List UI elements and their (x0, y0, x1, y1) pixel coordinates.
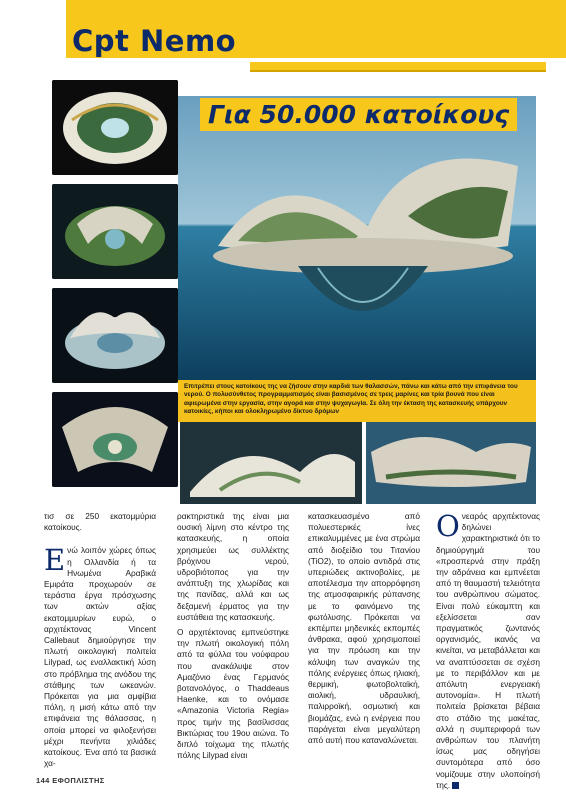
lilypad-detail-render-1 (180, 422, 362, 504)
end-of-article-mark (452, 782, 459, 789)
column-4-text: νεαρός αρχιτέκτονας δηλώνει χαρακτηριστικά ότι το δημιούργημά του «προσπερνά στην πράξη την αδράνεια και εμπνέεται από τη θαυμαστή τελειότητα του ανθρώπινου σώματος. Είναι πολύ εύκαμπτη και εξελίσσεται σαν πραγματικός ζωντανός οργανισμός, ικανός να κινείται, να μεταβάλλεται και να αναπτύσσεται σε σχέση με το περιβάλλον και με απόλυτη ενεργειακή αυτονομία». Η πλωτή πολιτεία βρίσκεται βέβαια στο στάδιο της μακέτας, αλλά η συμπεριφορά των ανθρώπων του πλανήτη ίσως μας οδηγήσει συντομότερα από όσο νομίζουμε στην υλοποίησή της. (436, 511, 540, 790)
lilypad-render-night (52, 392, 178, 487)
lilypad-main-render (178, 96, 536, 380)
dropcap-o: Ο (436, 509, 460, 543)
lilypad-detail-render-2 (366, 422, 536, 504)
lilypad-render-island (52, 184, 178, 279)
column-2-paragraph-2: Ο αρχιτέκτονας εμπνεύστηκε την πλωτή οικολογική πόλη από τα φύλλα του νούφαρου που ανακάλυψε στον Αμαζόνιο ένας Γερμανός βοτανολόγος, ο Thaddeaus Haenke, και το ονόμασε «Amazonia Victoria Regia» προς τιμήν της βασίλισσας Βικτώριας του 19ου αιώνα. Το διπλό τοίχωμα της πλωτής πόλης Lilypad είναι (177, 627, 289, 761)
column-3-text: κατασκευασμένο από πολυεστερικές ίνες επικαλυμμένες με ένα στρώμα από διοξείδιο του Τιτανίου (TiO2), το οποίο αντιδρά στις υπεριώδεις ακτινοβολίες, με αποτέλεσμα την απορρόφηση της ατμοσφαιρικής ρύπανσης με το φαινόμενο της φωτόλυσης. Πρόκειται να εκπέμπει μηδενικές εκπομπές άνθρακα, αφού χρησιμοποιεί για την πρόωση και την κάλυψη των αναγκών της πόλης ενέργειες όπως ηλιακή, θερμική, φωτοβολταϊκή, αιολική, υδραυλική, παλιρροϊκή, οσμωτική και βιομάζας, ενώ η ενέργεια που παράγεται είναι μεγαλύτερη από αυτή που καταναλώνεται. (308, 511, 420, 746)
caption-box (178, 380, 536, 422)
section-title: Cpt Nemo (72, 24, 237, 58)
column-2-paragraph-1: ρακτηριστικά της είναι μια ουσική λίμνη στο κέντρο της κατασκευής, η οποία χρησιμεύει ως συλλέκτης βρόχινου νερού, υδροβιότοπος για την ανάπτυξη της χλωρίδας και της πανίδας, αλλά και ως δεξαμενή έρματος για την ευστάθεια της κατασκευής. (177, 511, 289, 622)
lilypad-render-top-view (52, 80, 178, 175)
image-caption: Επιτρέπει στους κατοίκους της να ζήσουν στην καρδιά των θαλασσών, πάνω και κάτω από την επιφάνεια του νερού. Ο πολυσύνθετος προγραμματισμός είναι βασισμένος σε τρεις μαρίνες και τρία βουνά που είναι αφιερωμένα στην εργασία, στην αγορά και στην ψυχαγωγία. Σε όλη την έκταση της κατασκευής υπάρχουν κατοικίες, κήποι και ολοκληρωμένο δίκτυο δρόμων (184, 383, 518, 416)
lilypad-render-bloom (52, 288, 178, 383)
article-column-2 (177, 511, 289, 761)
article-column-1 (44, 511, 156, 769)
column-1-lead: τισ σε 250 εκατομμύρια κατοίκους. (44, 511, 156, 533)
column-1-body: νώ λοιπόν χώρες όπως η Ολλανδία ή τα Ηνωμένα Αραβικά Εμιράτα προχωρούν σε τεράστια έργα πρόσχωσης των ακτών αξίας εκατομμυρίων ευρώ, ο αρχιτέκτονας Vincent Callebaut δημιούργησε την πλωτή οικολογική πολιτεία Lilypad, ως εναλλακτική λύση στο πρόβλημα της ανόδου της στάθμης των ωκεανών. Πρόκειται για μια αμφίβια πόλη, η μισή κάτω από την επιφάνεια της θάλασσας, η οποία μπορεί να φιλοξενήσει μέχρι πενήντα χιλιάδες κατοίκους. Ένα από τα βασικά χα- (44, 545, 156, 769)
article-column-4 (436, 511, 540, 791)
article-column-3 (308, 511, 420, 746)
dropcap-e: Ε (44, 543, 66, 578)
header-rule (250, 62, 546, 72)
page-footer: 144 ΕΦΟΠΛΙΣΤΗΣ (36, 776, 105, 785)
headline: Για 50.000 κατοίκους (200, 98, 517, 131)
